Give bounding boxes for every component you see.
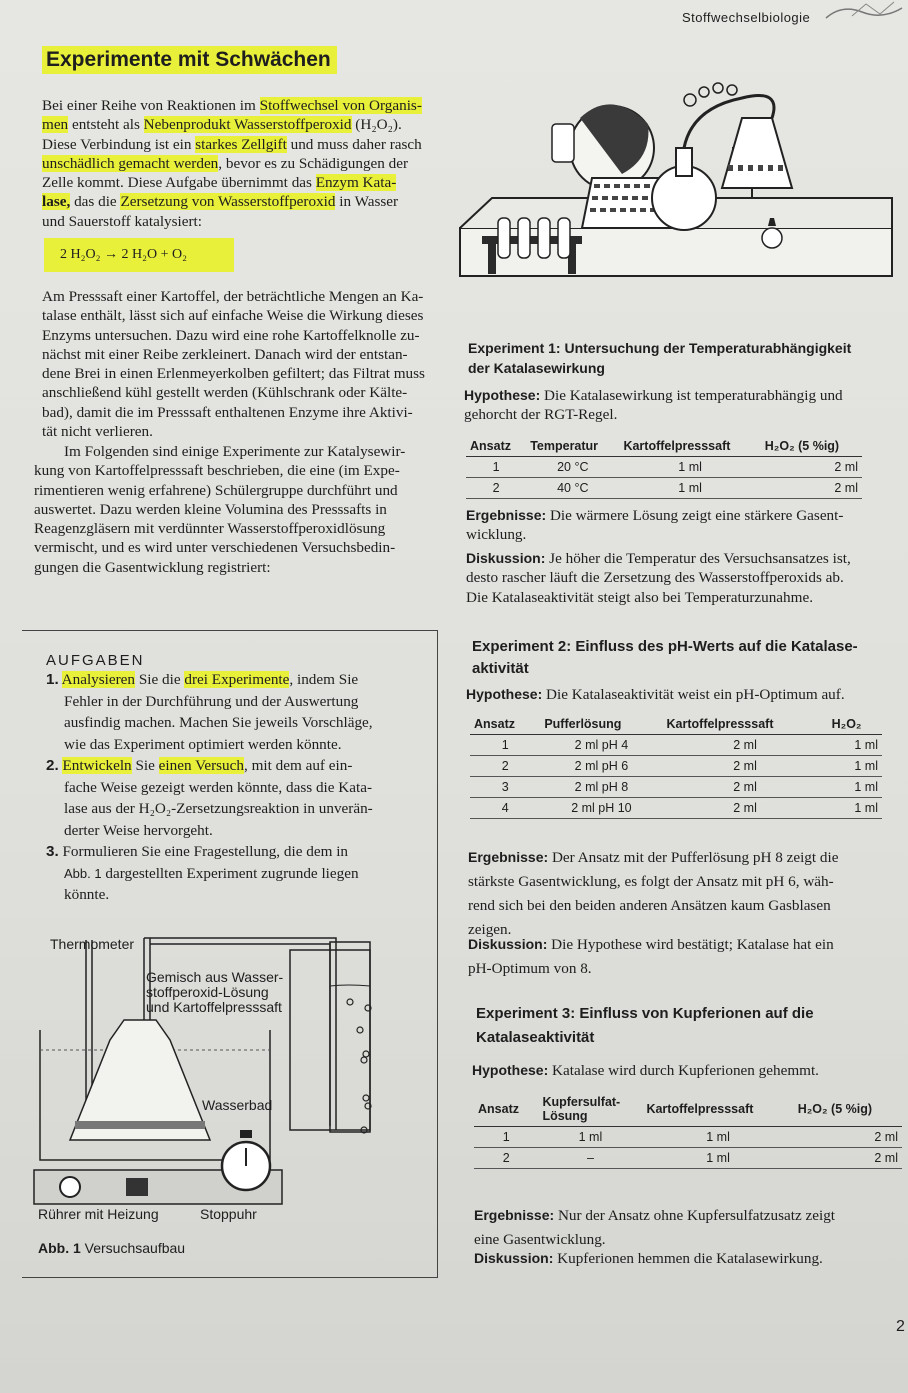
intro-highlight: Enzym Kata- [315, 174, 397, 192]
hypothesis-text: Die Katalaseaktivität weist ein pH-Optimum auf. [542, 686, 845, 703]
discussion-text: Die Katalaseaktivität steigt also bei Temperaturzunahme. [466, 588, 813, 606]
experiments-intro-line: vermischt, und es wird unter verschiedenen Versuchsbedin- [34, 539, 396, 557]
experiment-1-title-line: Experiment 1: Untersuchung der Temperaturabhängigkeit [468, 340, 852, 356]
reaction-equation: 2 H₂O₂ → 2 H₂O + O₂ [44, 238, 234, 272]
table-cell: 2 ml [794, 1127, 902, 1148]
results-text: eine Gasentwicklung. [474, 1231, 606, 1248]
intro-text: Zelle kommt. Diese Aufgabe übernimmt das [42, 174, 316, 192]
task-highlight: Entwickeln [62, 757, 132, 774]
table-cell: 1 ml [642, 1148, 793, 1169]
table-cell: 1 ml [642, 1127, 793, 1148]
intro-highlight: unschädlich gemacht werden [42, 154, 219, 172]
procedure-line: tät nicht verlieren. [42, 423, 153, 441]
table-row [474, 1148, 902, 1169]
table-row [470, 756, 882, 777]
task-highlight: Analysieren [61, 671, 136, 688]
table-header-row [474, 1092, 902, 1127]
results-text: wicklung. [466, 526, 527, 544]
table-cell: 1 ml [828, 777, 882, 798]
table-header: H₂O₂ (5 %ig) [761, 436, 862, 457]
table-cell: 4 [470, 798, 540, 819]
experiment-2-discussion [468, 932, 898, 981]
label-mixture-line: Gemisch aus Wasser- [146, 969, 284, 985]
experiment-2-hypothesis [466, 685, 896, 704]
label-stirrer: Rührer mit Heizung [38, 1206, 159, 1222]
label-mixture [146, 970, 283, 1015]
table-header: Kupfersulfat-Lösung [538, 1092, 642, 1127]
table-header: Pufferlösung [540, 714, 662, 735]
label-mixture-line: stoffperoxid-Lösung [146, 984, 269, 1000]
procedure-paragraph [42, 287, 434, 441]
results-text: zeigen. [468, 921, 512, 938]
table-cell: 2 ml pH 4 [540, 735, 662, 756]
table-row [470, 777, 882, 798]
task-highlight: drei Experimente [184, 671, 290, 688]
procedure-line: talase enthält, lässt sich auf einfache Weise die Wirkung dieses [42, 307, 424, 325]
experiment-3-title-line: Katalaseaktivität [476, 1029, 595, 1046]
table-cell: 1 [470, 735, 540, 756]
intro-highlight: Nebenprodukt Wasserstoffperoxid [143, 116, 352, 134]
table-cell: 2 ml [663, 735, 828, 756]
intro-text: das die [70, 193, 121, 211]
intro-text: in Wasser [335, 193, 399, 211]
table-cell: 1 ml [828, 735, 882, 756]
figure-reference: Abb. 1 [64, 865, 102, 881]
table-cell: 1 [474, 1127, 538, 1148]
task-text: Fehler in der Durchführung und der Auswertung [64, 692, 359, 710]
results-text: stärkste Gasentwicklung, es folgt der Ansatz mit pH 6, wäh- [468, 873, 834, 890]
discussion-text: Je höher die Temperatur des Versuchsansatzes ist, [545, 550, 851, 567]
experiment-3-hypothesis [472, 1061, 902, 1080]
intro-paragraph [42, 96, 436, 231]
experiment-1-hypothesis [464, 386, 894, 425]
table-header-row [470, 714, 882, 735]
experiment-2-title [472, 636, 902, 680]
label-waterbath: Wasserbad [202, 1097, 273, 1113]
table-header: H₂O₂ (5 %ig) [794, 1092, 902, 1127]
table-cell: 2 ml [761, 457, 862, 478]
table-cell: 20 °C [526, 457, 619, 478]
table-cell: 2 ml [663, 756, 828, 777]
experiment-1-results [466, 506, 896, 545]
task-text: ausfindig machen. Machen Sie jeweils Vorschläge, [64, 714, 373, 731]
task-number: 1. [46, 671, 59, 688]
intro-text: und muss daher rasch [286, 135, 422, 153]
experiment-1-title [468, 338, 898, 378]
table-row [474, 1127, 902, 1148]
results-text: Die wärmere Lösung zeigt eine stärkere Gasent- [546, 507, 844, 524]
experiments-intro-line: kung von Kartoffelpresssaft beschrieben, die eine (im Expe- [34, 462, 400, 480]
table-cell: 2 ml pH 10 [540, 798, 662, 819]
experiment-3-results [474, 1203, 904, 1252]
hypothesis-label: Hypothese: [472, 1062, 549, 1078]
experiment-1-table [466, 436, 862, 499]
discussion-text: desto rascher läuft die Zersetzung des Wasserstoffperoxids ab. [466, 569, 844, 587]
experiment-3-title-line: Experiment 3: Einfluss von Kupferionen auf die [476, 1005, 814, 1022]
table-header-row [466, 436, 862, 457]
table-cell: – [538, 1148, 642, 1169]
experiment-2-table [470, 714, 882, 819]
procedure-line: dene Brei in einen Erlenmeyerkolben gefiltert; das Filtrat muss [42, 365, 425, 383]
intro-text: Diese Verbindung ist ein [42, 135, 196, 153]
task-highlight: einen Versuch [158, 757, 244, 774]
procedure-line: Enzyms untersuchen. Dazu wird eine rohe Kartoffelknolle zu- [42, 326, 420, 344]
experiments-intro-line: auswertet. Dazu werden kleine Volumina des Presssafts in [34, 500, 387, 518]
discussion-label: Diskussion: [468, 936, 548, 952]
discussion-text: Kupferionen hemmen die Katalasewirkung. [553, 1250, 823, 1267]
label-stopwatch: Stoppuhr [200, 1206, 257, 1222]
table-cell: 2 ml [761, 478, 862, 499]
table-cell: 2 [470, 756, 540, 777]
procedure-line: anschließend kühl gestellt werden (Kühlschrank oder Kälte- [42, 384, 408, 402]
experiments-intro-line: rimentieren wenig erfahrene) Schülergruppe durchführt und [34, 481, 398, 499]
page-number: 2 [896, 1318, 905, 1335]
tasks-heading: AUFGABEN [46, 652, 145, 669]
table-header: Kartoffelpresssaft [663, 714, 828, 735]
intro-text: , bevor es zu Schädigungen der [218, 154, 409, 172]
results-text: rend sich bei den beiden anderen Ansätzen kaum Gasblasen [468, 897, 831, 914]
results-label: Ergebnisse: [474, 1207, 555, 1223]
intro-highlight: men [42, 116, 69, 134]
discussion-label: Diskussion: [474, 1250, 554, 1266]
experiments-intro-line: Im Folgenden sind einige Experimente zur Katalysewir- [64, 443, 406, 460]
task-number: 2. [46, 757, 59, 774]
table-header: Ansatz [466, 436, 526, 457]
results-text: Der Ansatz mit der Pufferlösung pH 8 zeigt die [548, 849, 839, 866]
table-header: Ansatz [474, 1092, 538, 1127]
experiment-1-title-line: der Katalasewirkung [468, 360, 605, 376]
table-cell: 1 ml [828, 756, 882, 777]
experiment-3-table [474, 1092, 902, 1169]
table-cell: 1 ml [538, 1127, 642, 1148]
table-cell: 2 ml [663, 798, 828, 819]
label-thermometer: Thermometer [50, 936, 135, 952]
intro-text: entsteht als [68, 116, 144, 134]
experiment-3-discussion [474, 1249, 904, 1268]
figure-caption [38, 1240, 185, 1256]
table-header: Ansatz [470, 714, 540, 735]
table-cell: 2 ml [794, 1148, 902, 1169]
hypothesis-text: Die Katalasewirkung ist temperaturabhängig und [540, 387, 843, 404]
intro-highlight: Stoffwechsel von Organis- [259, 97, 422, 114]
table-cell: 2 ml pH 8 [540, 777, 662, 798]
task-text: dargestellten Experiment zugrunde liegen [101, 864, 359, 882]
task-number: 3. [46, 843, 59, 860]
table-header: Kartoffelpresssaft [619, 436, 760, 457]
task-text: fache Weise gezeigt werden könnte, dass die Kata- [64, 778, 373, 796]
table-cell: 1 ml [619, 478, 760, 499]
intro-text: und Sauerstoff katalysiert: [42, 212, 202, 230]
table-cell: 2 ml [663, 777, 828, 798]
experiments-intro-line: Reagenzgläsern mit verdünnter Wasserstoffperoxidlösung [34, 520, 386, 538]
table-cell: 1 ml [619, 457, 760, 478]
table-cell: 1 ml [828, 798, 882, 819]
task-text: derter Weise hervorgeht. [64, 821, 213, 839]
task-text: , mit dem auf ein- [244, 757, 353, 774]
table-cell: 2 [474, 1148, 538, 1169]
discussion-text: Die Hypothese wird bestätigt; Katalase hat ein [547, 936, 834, 953]
task-text: Sie [131, 757, 159, 774]
procedure-line: Am Presssaft einer Kartoffel, der beträchtliche Mengen an Ka- [42, 288, 424, 305]
table-row [470, 735, 882, 756]
lab-illustration [452, 78, 902, 310]
table-row [466, 478, 862, 499]
table-cell: 2 ml pH 6 [540, 756, 662, 777]
experiment-3-title [476, 1002, 896, 1050]
results-label: Ergebnisse: [466, 507, 547, 523]
results-text: Nur der Ansatz ohne Kupfersulfatzusatz zeigt [554, 1207, 836, 1224]
procedure-line: bad), damit die im Presssaft enthaltenen Enzyme ihre Aktivi- [42, 403, 413, 421]
table-cell: 2 [466, 478, 526, 499]
intro-highlight: Zersetzung von Wasserstoffperoxid [120, 193, 336, 211]
results-label: Ergebnisse: [468, 849, 549, 865]
experiment-1-discussion [466, 549, 902, 607]
table-cell: 3 [470, 777, 540, 798]
experiments-intro-paragraph [34, 442, 434, 577]
table-cell: 40 °C [526, 478, 619, 499]
experiment-2-results [468, 845, 898, 942]
task-text: Sie die [135, 671, 185, 688]
intro-highlight: starkes Zellgift [195, 135, 287, 153]
table-cell: 1 [466, 457, 526, 478]
page-title: Experimente mit Schwächen [42, 46, 337, 74]
task-text: könnte. [64, 886, 110, 903]
experiment-2-title-line: Experiment 2: Einfluss des pH-Werts auf die Katalase- [472, 638, 858, 655]
tasks-list [46, 669, 436, 906]
hypothesis-text: gehorcht der RGT-Regel. [464, 406, 618, 424]
label-mixture-line: und Kartoffelpresssaft [146, 999, 282, 1015]
table-row [466, 457, 862, 478]
discussion-label: Diskussion: [466, 550, 546, 566]
table-row [470, 798, 882, 819]
discussion-text: pH-Optimum von 8. [468, 960, 592, 977]
topic-header: Stoffwechselbiologie [682, 10, 811, 25]
task-text: lase aus der H₂O₂-Zersetzungsreaktion in unverän- [64, 800, 373, 817]
task-text: wie das Experiment optimiert werden könnte. [64, 735, 342, 753]
intro-text: Bei einer Reihe von Reaktionen im [42, 97, 260, 114]
hypothesis-label: Hypothese: [466, 686, 543, 702]
hypothesis-label: Hypothese: [464, 387, 541, 403]
table-header: Kartoffelpresssaft [642, 1092, 793, 1127]
figure-caption-text: Versuchsaufbau [84, 1240, 186, 1256]
figure-caption-number: Abb. 1 [38, 1240, 81, 1256]
table-header: H₂O₂ [828, 714, 882, 735]
header-decoration-icon [822, 0, 908, 22]
table-header: Temperatur [526, 436, 619, 457]
experiments-intro-line: gungen die Gasentwicklung registriert: [34, 558, 271, 576]
task-text: , indem Sie [289, 671, 359, 688]
experiment-2-title-line: aktivität [472, 660, 529, 677]
task-text: Formulieren Sie eine Fragestellung, die dem in [62, 843, 349, 860]
procedure-line: nächst mit einer Reibe zerkleinert. Danach wird der entstan- [42, 345, 408, 363]
hypothesis-text: Katalase wird durch Kupferionen gehemmt. [548, 1062, 819, 1079]
intro-text: (H₂O₂). [351, 116, 402, 134]
intro-highlight: lase, [42, 193, 71, 211]
